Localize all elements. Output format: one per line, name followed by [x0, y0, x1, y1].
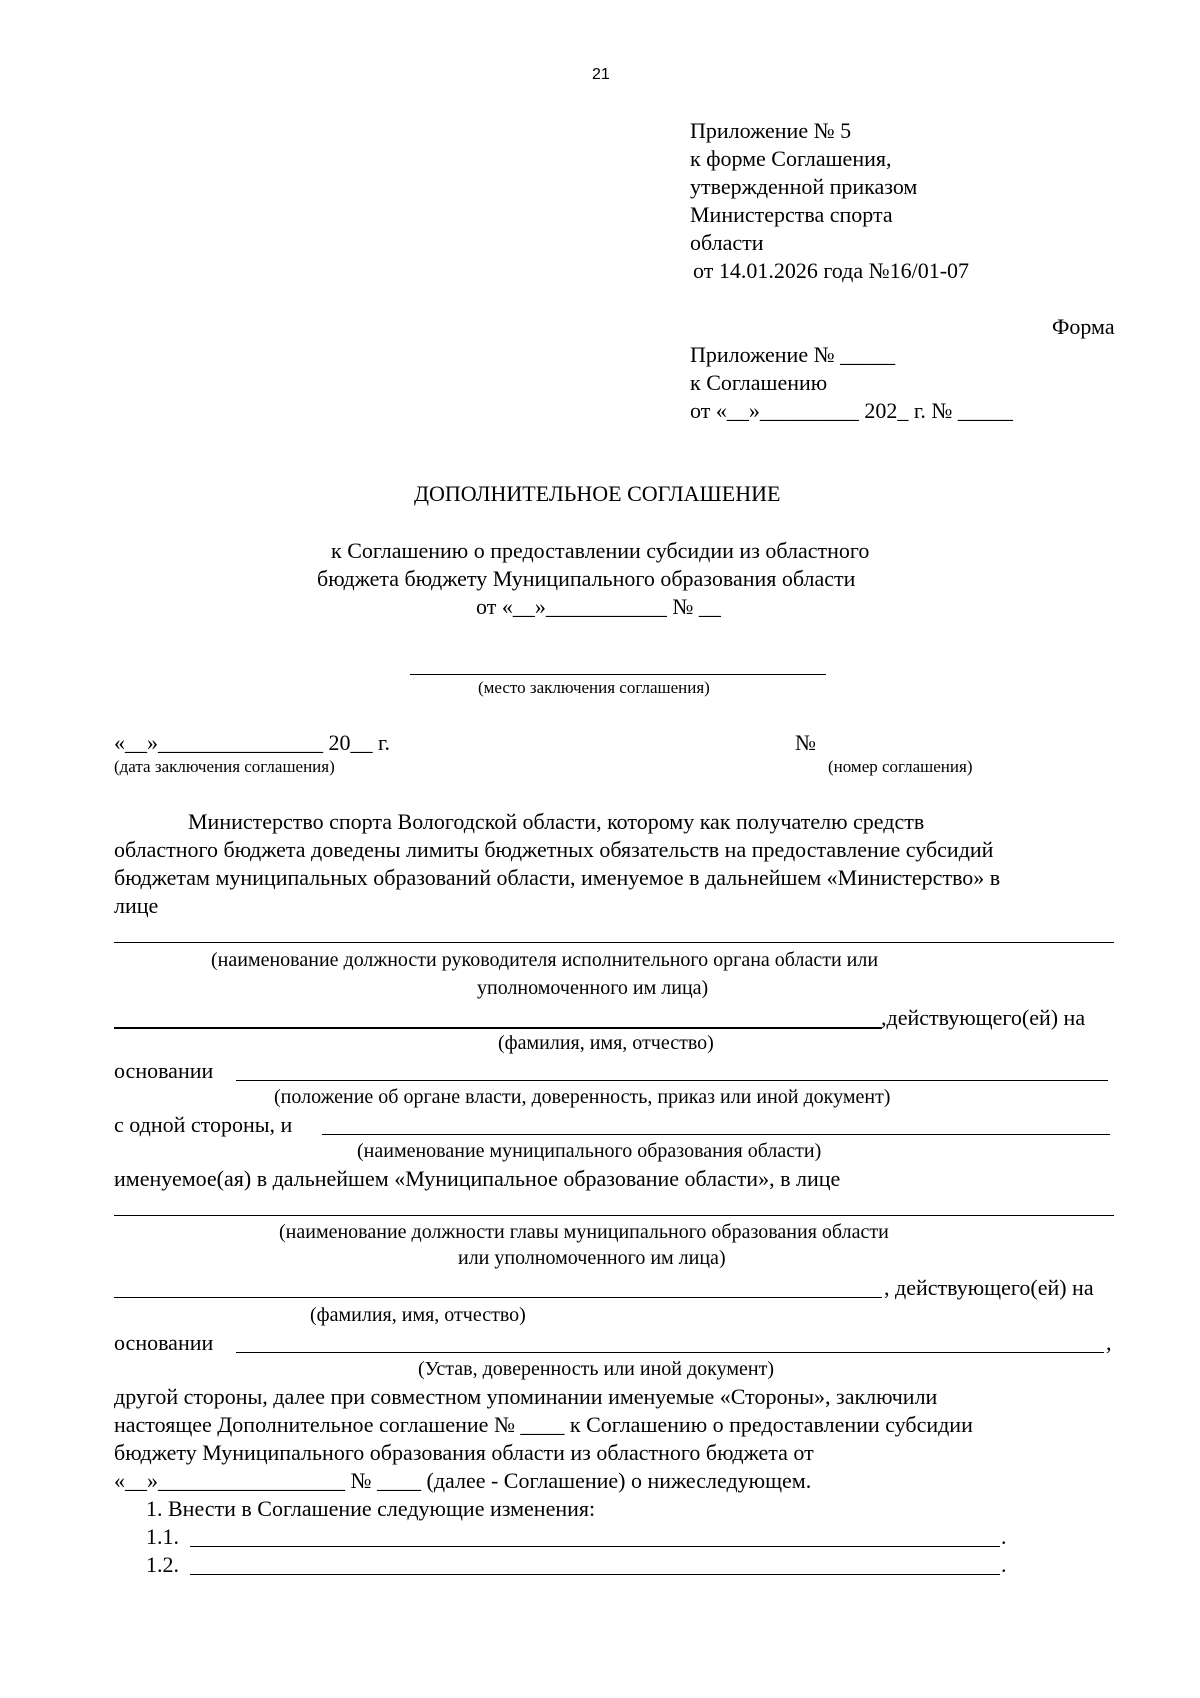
subtitle-line1: к Соглашению о предоставлении субсидии из областного [331, 538, 870, 563]
attachment-line1: Приложение № _____ [690, 342, 896, 367]
appendix-header-line6: от 14.01.2026 года №16/01-07 [693, 258, 970, 283]
subtitle-line3: от «__»___________ № __ [476, 594, 721, 619]
form-label: Форма [1052, 314, 1115, 339]
item-1: 1. Внести в Соглашение следующие изменения: [146, 1496, 596, 1521]
attachment-line3: от «__»_________ 202_ г. № _____ [690, 398, 1013, 423]
fio-line-1 [114, 1027, 882, 1029]
named-municipality: именуемое(ая) в дальнейшем «Муниципальное образование области», в лице [114, 1166, 841, 1191]
municipality-line [322, 1134, 1110, 1135]
p2-line2: настоящее Дополнительное соглашение № ____ к Соглашению о предоставлении субсидии [114, 1412, 973, 1437]
p2-line1: другой стороны, далее при совместном упоминании именуемые «Стороны», заключили [114, 1384, 938, 1409]
caption-basis-1: (положение об органе власти, доверенность, приказ или иной документ) [274, 1086, 891, 1108]
caption-head-1: (наименование должности главы муниципального образования области [279, 1221, 889, 1243]
appendix-header-line5: области [690, 230, 764, 255]
basis-line-2 [236, 1352, 1104, 1353]
place-line [410, 674, 826, 675]
basis-comma: , [1106, 1330, 1112, 1355]
p2-line3: бюджету Муниципального образования области из областного бюджета от [114, 1440, 814, 1465]
appendix-header-line3: утвержденной приказом [690, 174, 918, 199]
item-1-1-field[interactable] [190, 1546, 1000, 1547]
date-caption: (дата заключения соглашения) [114, 757, 335, 776]
caption-municipality: (наименование муниципального образования области) [357, 1140, 822, 1162]
p1-line4: лице [114, 893, 159, 918]
item-1-2-field[interactable] [190, 1574, 1000, 1575]
caption-basis-2: (Устав, доверенность или иной документ) [418, 1358, 774, 1380]
appendix-header-line4: Министерства спорта [690, 202, 893, 227]
fio-line-2 [114, 1297, 882, 1298]
caption-fio-1: (фамилия, имя, отчество) [498, 1032, 714, 1054]
item-1-1-period: . [1001, 1524, 1007, 1549]
number-sign: № [795, 730, 816, 755]
acting-2: , действующего(ей) на [884, 1275, 1094, 1300]
place-caption: (место заключения соглашения) [478, 678, 710, 697]
item-1-2-period: . [1001, 1552, 1007, 1577]
item-1-2-label: 1.2. [146, 1552, 179, 1577]
number-caption: (номер соглашения) [828, 757, 973, 776]
basis-label-2: основании [114, 1330, 214, 1355]
caption-head-2: или уполномоченного им лица) [458, 1247, 726, 1269]
attachment-line2: к Соглашению [690, 370, 828, 395]
appendix-header-line1: Приложение № 5 [690, 118, 852, 143]
p1-line1: Министерство спорта Вологодской области, которому как получателю средств [188, 809, 925, 834]
basis-label-1: основании [114, 1058, 214, 1083]
basis-line-1 [236, 1080, 1108, 1081]
document-title: ДОПОЛНИТЕЛЬНОЕ СОГЛАШЕНИЕ [414, 481, 781, 506]
caption-position-1: (наименование должности руководителя исполнительного органа области или [211, 949, 879, 971]
caption-fio-2: (фамилия, имя, отчество) [310, 1304, 526, 1326]
acting-1: ,действующего(ей) на [881, 1005, 1086, 1030]
subtitle-line2: бюджета бюджету Муниципального образования области [317, 566, 856, 591]
head-line [114, 1215, 1114, 1216]
caption-position-2: уполномоченного им лица) [477, 977, 709, 999]
one-side-label: с одной стороны, и [114, 1112, 293, 1137]
page-number: 21 [592, 66, 610, 83]
p2-line4: «__»_________________ № ____ (далее - Соглашение) о нижеследующем. [114, 1468, 812, 1493]
appendix-header-line2: к форме Соглашения, [690, 146, 892, 171]
p1-line2: областного бюджета доведены лимиты бюджетных обязательств на предоставление субсидий [114, 837, 994, 862]
position-line-1 [114, 942, 1114, 943]
date-field: «__»_______________ 20__ г. [114, 730, 391, 755]
p1-line3: бюджетам муниципальных образований области, именуемое в дальнейшем «Министерство» в [114, 865, 1001, 890]
item-1-1-label: 1.1. [146, 1524, 179, 1549]
